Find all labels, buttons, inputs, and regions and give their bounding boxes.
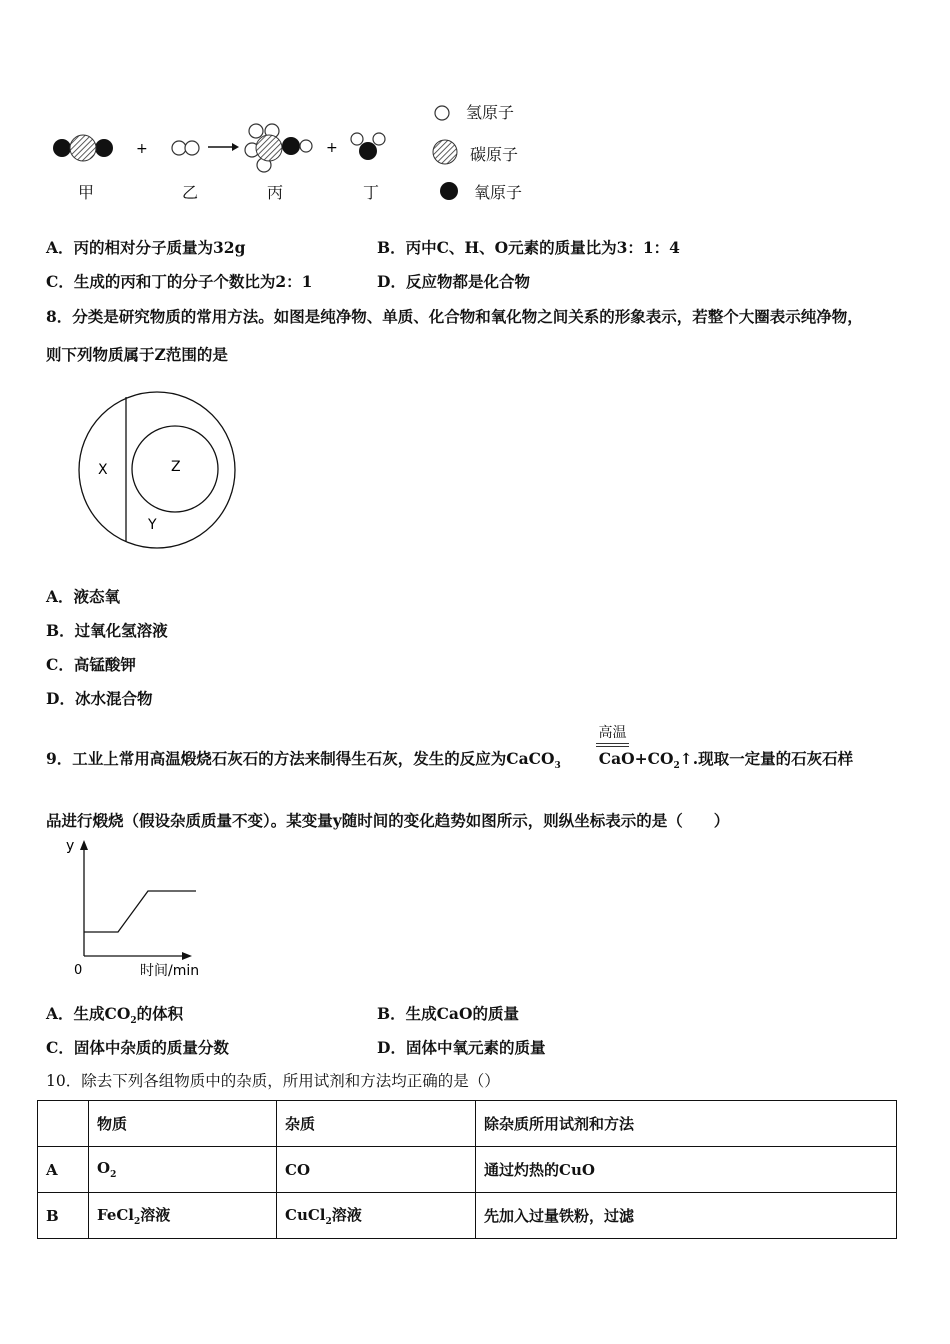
substance-tail: 溶液 <box>140 1206 171 1224</box>
impurity-sub: 2 <box>325 1217 332 1227</box>
q7-option-a: A．丙的相对分子质量为32g <box>46 238 246 257</box>
header-cell-impurity: 杂质 <box>277 1101 476 1147</box>
q9-stem-line2: 品进行煅烧（假设杂质质量不变）。某变量y随时间的变化趋势如图所示，则纵坐标表示的是（ ） <box>46 811 730 830</box>
q8-option-b: B．过氧化氢溶液 <box>46 621 168 640</box>
q7-option-b: B．丙中C、H、O元素的质量比为3：1：4 <box>377 238 680 257</box>
label-yi: 乙 <box>182 183 199 202</box>
q9-stem-line1 <box>46 747 853 771</box>
impurity-tail: 溶液 <box>331 1206 362 1224</box>
trend-graph <box>60 834 210 982</box>
q9-stem-text: 9．工业上常用高温煅烧石灰石的方法来制得生石灰，发生的反应为CaCO <box>46 749 555 768</box>
q10-stem: 10．除去下列各组物质中的杂质，所用试剂和方法均正确的是（） <box>46 1072 500 1090</box>
condition-text: 高温 <box>598 725 627 741</box>
q8-option-a: A．液态氧 <box>46 587 121 606</box>
legend-hydrogen: 氢原子 <box>466 103 515 122</box>
reaction-condition <box>596 722 629 747</box>
row-substance <box>89 1147 277 1193</box>
molecule-jia <box>53 135 113 161</box>
label-ding: 丁 <box>363 183 380 202</box>
q7-option-d: D．反应物都是化合物 <box>377 272 530 291</box>
label-bing: 丙 <box>267 183 284 202</box>
reaction-arrow <box>208 143 239 151</box>
table-row <box>38 1193 897 1239</box>
q9-stem-tail: ↑.现取一定量的石灰石样 <box>679 749 854 768</box>
classification-diagram <box>74 388 240 552</box>
row-impurity: CO <box>277 1147 476 1193</box>
q9-option-b: B．生成CaO的质量 <box>377 1004 519 1023</box>
row-key: A <box>38 1147 89 1193</box>
row-key: B <box>38 1193 89 1239</box>
q9-option-a-sub: 2 <box>130 1016 137 1027</box>
carbon-atom-icon <box>433 140 457 164</box>
substance-text: O <box>97 1159 111 1177</box>
header-cell-substance: 物质 <box>89 1101 277 1147</box>
legend-oxygen: 氧原子 <box>474 183 523 202</box>
plus-sign-1: + <box>136 141 148 157</box>
x-axis-label: 时间/min <box>140 963 200 979</box>
sub-2: 2 <box>673 761 680 772</box>
origin-label: 0 <box>74 963 83 978</box>
sub-3: 3 <box>554 761 561 772</box>
table-header-row <box>38 1101 897 1147</box>
q9-product: CaO+CO <box>598 749 674 768</box>
legend-carbon: 碳原子 <box>470 145 519 164</box>
trend-line <box>84 891 196 932</box>
q8-option-c: C．高锰酸钾 <box>46 655 136 674</box>
row-method: 通过灼热的CuO <box>476 1147 897 1193</box>
oxygen-atom-icon <box>440 182 458 200</box>
hydrogen-atom-icon <box>435 106 449 120</box>
header-cell-key <box>38 1101 89 1147</box>
header-cell-method: 除杂质所用试剂和方法 <box>476 1101 897 1147</box>
region-z-label: Z <box>171 459 181 475</box>
q9-option-c: C．固体中杂质的质量分数 <box>46 1038 229 1057</box>
substance-sub: 2 <box>110 1170 117 1180</box>
q8-option-d: D．冰水混合物 <box>46 689 153 708</box>
row-method: 先加入过量铁粉，过滤 <box>476 1193 897 1239</box>
region-y-label: Y <box>148 517 157 533</box>
plus-sign-2: + <box>326 140 338 156</box>
q9-option-a-tail: 的体积 <box>136 1004 184 1023</box>
region-x-label: X <box>98 462 108 478</box>
substance-sub: 2 <box>134 1217 141 1227</box>
molecule-ding <box>351 133 385 160</box>
molecule-bing <box>245 124 312 172</box>
q10-table <box>37 1100 897 1239</box>
y-axis-label: y <box>66 838 75 854</box>
q8-stem-line2: 则下列物质属于Z范围的是 <box>46 345 228 364</box>
molecule-yi <box>172 141 199 155</box>
q9-option-a <box>46 1002 183 1026</box>
table-row <box>38 1147 897 1193</box>
row-impurity <box>277 1193 476 1239</box>
impurity-text: CuCl <box>285 1206 326 1224</box>
label-jia: 甲 <box>78 183 95 202</box>
q7-option-c: C．生成的丙和丁的分子个数比为2：1 <box>46 272 313 291</box>
substance-text: FeCl <box>97 1206 135 1224</box>
row-substance <box>89 1193 277 1239</box>
q8-stem-line1: 8．分类是研究物质的常用方法。如图是纯净物、单质、化合物和氧化物之间关系的形象表示，若整个大圈表示纯净物， <box>46 307 863 326</box>
q9-option-a-text: A．生成CO <box>46 1004 131 1023</box>
q9-option-d: D．固体中氧元素的质量 <box>377 1038 546 1057</box>
